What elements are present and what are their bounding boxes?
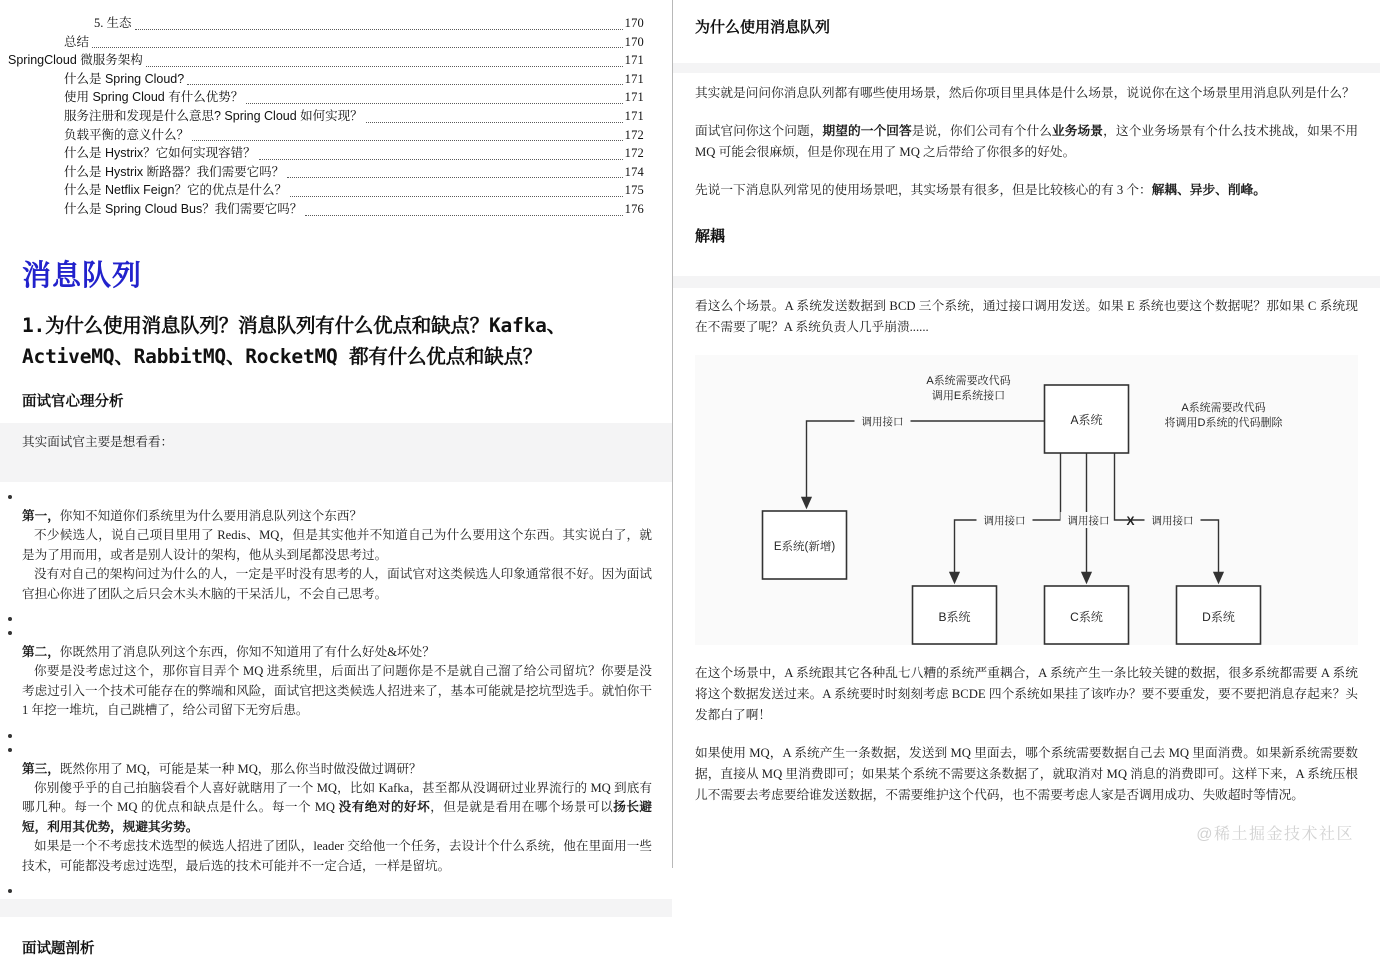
toc-entry-label: 负载平衡的意义什么？ (64, 127, 190, 142)
bullet-marker-3b (0, 744, 672, 758)
toc-entry[interactable] (8, 126, 644, 145)
annotation-left-line2: 调用E系统接口 (931, 390, 1006, 402)
architecture-diagram (695, 355, 1358, 645)
question-title: 1.为什么使用消息队列？消息队列有什么优点和缺点？Kafka、ActiveMQ、RabbitMQ、RocketMQ 都有什么优点和缺点？ (22, 313, 566, 368)
point-block-2 (22, 643, 652, 721)
section-heading-question-analysis: 面试题剖析 (22, 941, 95, 958)
toc-dot-leader (305, 214, 622, 216)
edge-label-a-to-c: 调用接口 (1067, 515, 1110, 527)
point-lead-label-1: 第一， (22, 508, 60, 523)
toc-dot-leader (259, 158, 623, 160)
toc-entry-label: 什么是 Hystrix？它如何实现容错？ (64, 146, 256, 161)
point-block-3 (22, 760, 652, 876)
node-label-e: E系统(新增) (773, 541, 836, 553)
toc-dot-leader (187, 83, 622, 85)
point-lead-rest-2: 你既然用了消息队列这个东西，你知不知道用了有什么好处&坏处？ (59, 644, 435, 659)
node-label-c: C系统 (1070, 610, 1103, 624)
toc-entry-page-number: 170 (624, 16, 644, 30)
toc-entry-label: 什么是 Hystrix 断路器？我们需要它吗？ (64, 164, 285, 179)
point-lead-label-3: 第三， (22, 761, 60, 776)
right-para-5: 如果使用 MQ，A 系统产生一条数据，发送到 MQ 里面去，哪个系统需要数据自己去 MQ 里面消费。如果新系统需要数据，直接从 MQ 里消费即可；如果某个系统不需要这条数据了，就取消对 MQ 消息的消费即可。这样下来，A 系统压根儿不需要去考虑要给谁发送数据，不需要维护这个代码，也不需要考虑人家是否调用成功、失败超时等情况。 (695, 746, 1358, 802)
emphasis-three-scenarios: 解耦、异步、削峰。 (1151, 183, 1266, 197)
intro-text: 其实面试官主要是想看看： (22, 434, 174, 449)
point-para-3-1: 你别傻乎乎的自己拍脑袋看个人喜好就瞎用了一个 MQ，比如 Kafka，甚至都从没调研过业界流行的 MQ 到底有哪几种。每一个 MQ 的优点和缺点是什么。每一个 MQ 没有绝对的好坏，但是就是看用在哪个场景可以扬长避短，利用其优势，规避其劣势。 (22, 781, 653, 834)
right-para-2-seg2: 是说，你们公司有个什么 (911, 124, 1053, 138)
toc-entry-label: 总结 (64, 34, 90, 49)
toc-entry-page-number: 171 (624, 53, 644, 68)
point-lead-2 (22, 643, 652, 662)
emphasis-business-scenario: 业务场景 (1052, 124, 1104, 138)
point-block-1 (22, 507, 652, 604)
point-lead-rest-3: 既然你用了 MQ，可能是某一种 MQ，那么你当时做没做过调研？ (59, 761, 422, 776)
right-para-4: 在这个场景中，A 系统跟其它各种乱七八糟的系统严重耦合，A 系统产生一条比较关键的数据，很多系统都需要 A 系统将这个数据发送过来。A 系统要时时刻刻考虑 BCDE 四个系统如果挂了该咋办？要不要重发，要不要把消息存起来？头发都白了啊！ (695, 666, 1358, 722)
annotation-left-line1: A系统需要改代码 (926, 375, 1011, 387)
toc-dot-leader (290, 195, 623, 197)
annotation-right-line1: A系统需要改代码 (1181, 402, 1266, 414)
toc-dot-leader (92, 46, 623, 48)
toc-dot-leader (146, 65, 623, 67)
toc-entry-page-number: 172 (624, 127, 644, 142)
toc-entry[interactable] (8, 107, 644, 126)
toc-entry[interactable] (8, 200, 644, 219)
toc-entry-page-number: 171 (624, 71, 644, 86)
toc-entry[interactable] (8, 33, 644, 52)
toc-dot-leader (192, 139, 623, 141)
toc-entry-label: 什么是 Spring Cloud Bus？我们需要它吗？ (64, 201, 303, 216)
toc-entry-page-number: 175 (624, 183, 644, 198)
right-heading-why-use-mq: 为什么使用消息队列 (695, 19, 831, 36)
right-para-2-seg1: 面试官问你这个问题， (695, 124, 823, 138)
band-spacer-1 (673, 63, 1380, 73)
page-right (673, 0, 1380, 868)
toc-entry[interactable] (8, 163, 644, 182)
edge-label-a-to-d: 调用接口 (1151, 515, 1194, 527)
trailing-band (0, 899, 672, 917)
cross-mark-icon: X (1126, 514, 1135, 528)
right-para-scene: 看这么个场景。A 系统发送数据到 BCD 三个系统，通过接口调用发送。如果 E 系统也要这个数据呢？那如果 C 系统现在不需要了呢？A 系统负责人几乎崩溃...... (695, 299, 1358, 334)
chapter-title: 消息队列 (22, 259, 143, 292)
toc-entry-label: 5. 生态 (94, 16, 132, 30)
toc-entry-page-number: 172 (624, 146, 644, 161)
toc-entry-page-number: 171 (624, 90, 644, 105)
bullet-marker-3a (0, 730, 672, 744)
right-para-2-seg3: ，这个业务场景有个什么技术挑战，如果不用 MQ 可能会很麻烦，但是你现在用了 MQ 之后带给了你很多的好处。 (695, 124, 1359, 159)
point-para-3-2: 如果是一个不考虑技术选型的候选人招进了团队，leader 交给他一个任务，去设计个什么系统，他在里面用一些技术，可能都没考虑过选型，最后选的技术可能并不一定合适，一样是留坑。 (22, 839, 652, 873)
toc-entry-page-number: 170 (624, 34, 644, 49)
toc-entry-page-number: 176 (624, 201, 644, 216)
bullet-marker-1 (0, 491, 672, 505)
right-para-1: 其实就是问问你消息队列都有哪些使用场景，然后你项目里具体是什么场景，说说你在这个场景里用消息队列是什么？ (695, 86, 1355, 100)
toc-dot-leader (135, 28, 623, 30)
annotation-right-line2: 将调用D系统的代码删除 (1164, 417, 1283, 429)
toc-entry[interactable] (8, 51, 644, 70)
toc-dot-leader (366, 121, 623, 123)
edge-label-a-to-e: 调用接口 (861, 416, 904, 428)
toc-entry[interactable] (8, 88, 644, 107)
toc-entry-label: 服务注册和发现是什么意思? Spring Cloud 如何实现？ (64, 108, 363, 123)
node-label-a: A系统 (1070, 413, 1103, 427)
band-spacer-2 (673, 276, 1380, 288)
section-heading-interviewer-psychology: 面试官心理分析 (22, 393, 124, 410)
toc-entry-label: SpringCloud 微服务架构 (8, 53, 143, 68)
toc-dot-leader (287, 176, 623, 178)
page-left (0, 0, 673, 958)
point-lead-3 (22, 760, 652, 779)
point-lead-label-2: 第二， (22, 644, 60, 659)
right-para-2 (695, 121, 1358, 163)
toc-entry-page-number: 171 (624, 108, 644, 123)
node-label-b: B系统 (938, 610, 971, 624)
toc-entry-page-number: 174 (624, 164, 644, 179)
edge-label-a-to-b: 调用接口 (983, 515, 1026, 527)
emphasis-expected-answer: 期望的一个回答 (822, 124, 912, 138)
node-label-d: D系统 (1202, 610, 1235, 624)
point-para-2-1: 你要是没考虑过这个，那你盲目弄个 MQ 进系统里，后面出了问题你是不是就自己溜了给公司留坑？你要是没考虑过引入一个技术可能存在的弊端和风险，面试官把这类候选人招进来了，基本可能就是挖坑型选手。就怕你干 1 年挖一堆坑，自己跳槽了，给公司留下无穷后患。 (22, 664, 652, 718)
toc-entry[interactable] (8, 181, 644, 200)
intro-band (0, 423, 672, 482)
toc-entry-label: 使用 Spring Cloud 有什么优势？ (64, 90, 244, 105)
bullet-marker-2b (0, 627, 672, 641)
point-lead-rest-1: 你知不知道你们系统里为什么要用消息队列这个东西？ (59, 508, 363, 523)
right-para-3 (695, 180, 1358, 201)
bullet-marker-2a (0, 613, 672, 627)
toc-entry[interactable] (8, 14, 644, 33)
toc-entry-label: 什么是 Spring Cloud? (64, 71, 185, 86)
toc-dot-leader (246, 102, 622, 104)
toc-entry-label: 什么是 Netflix Feign？它的优点是什么？ (64, 183, 287, 198)
right-para-3-seg1: 先说一下消息队列常见的使用场景吧，其实场景有很多，但是比较核心的有 3 个： (695, 183, 1152, 197)
bullet-marker-4 (0, 885, 672, 899)
table-of-contents (0, 0, 672, 219)
point-para-1-1: 不少候选人，说自己项目里用了 Redis、MQ，但是其实他并不知道自己为什么要用这个东西。其实说白了，就是为了用而用，或者是别人设计的架构，他从头到尾都没思考过。 (22, 528, 652, 562)
point-lead-1 (22, 507, 652, 526)
toc-entry[interactable] (8, 144, 644, 163)
toc-entry[interactable] (8, 70, 644, 89)
watermark: @稀土掘金技术社区 (1196, 826, 1354, 843)
right-heading-decoupling: 解耦 (695, 228, 726, 245)
point-para-1-2: 没有对自己的架构问过为什么的人，一定是平时没有思考的人，面试官对这类候选人印象通常很不好。因为面试官担心你进了团队之后只会木头木脑的干呆活儿，不会自己思考。 (22, 567, 652, 601)
